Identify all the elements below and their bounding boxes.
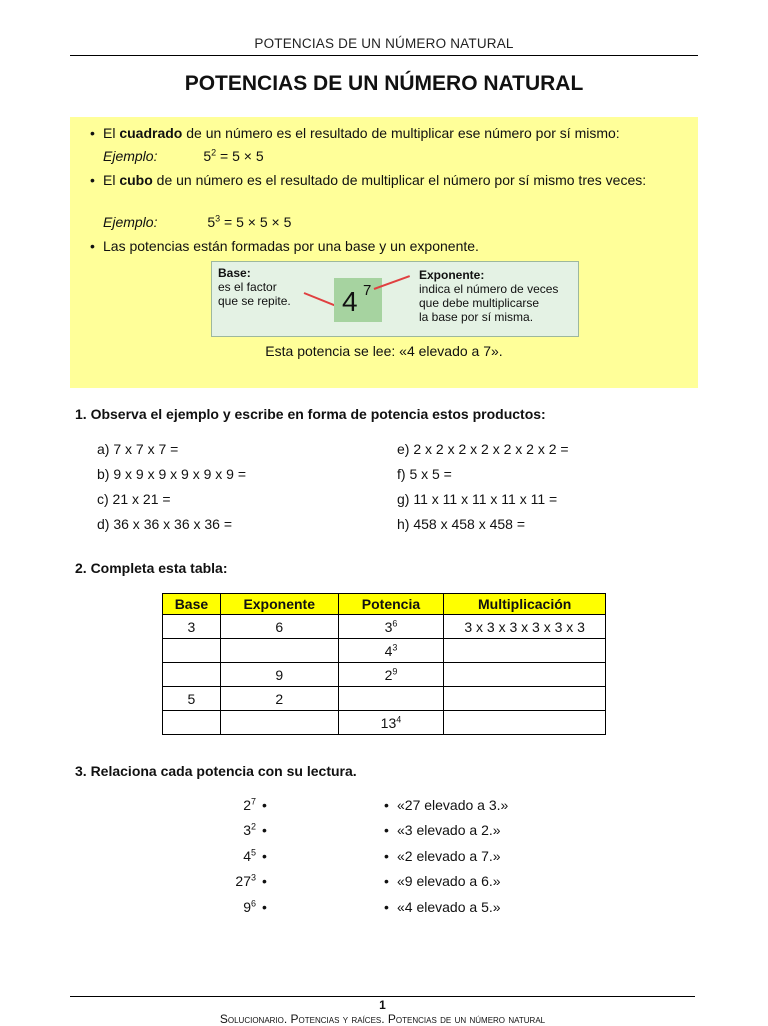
q1-title: 1. Observa el ejemplo y escribe en forma de potencia estos productos: xyxy=(75,406,546,422)
power-example: 4 7 xyxy=(334,278,382,322)
q1-item-b: b) 9 x 9 x 9 x 9 x 9 x 9 = xyxy=(97,466,247,482)
q1-item-e: e) 2 x 2 x 2 x 2 x 2 x 2 x 2 = xyxy=(397,441,569,457)
cell-exponente[interactable] xyxy=(220,711,338,735)
q3-title: 3. Relaciona cada potencia con su lectura. xyxy=(75,763,357,779)
match-dot-left[interactable]: • xyxy=(262,873,267,889)
powers-table xyxy=(162,593,606,735)
cell-potencia[interactable]: $4^3$ xyxy=(338,639,444,663)
match-power: $27^3$ xyxy=(235,872,256,889)
page-number: 1 xyxy=(379,998,386,1012)
cell-multiplicacion[interactable] xyxy=(444,687,606,711)
match-power: $3^2$ xyxy=(243,821,256,838)
match-dot-left[interactable]: • xyxy=(262,848,267,864)
term-cuadrado: cuadrado xyxy=(119,125,183,141)
cell-exponente[interactable] xyxy=(220,639,338,663)
table-row xyxy=(163,639,606,663)
square-example: Ejemplo: $5^2 = 5 \times 5$ xyxy=(103,147,264,164)
cube-definition: • El cubo de un número es el resultado de multiplicar el número por sí mismo tres veces: xyxy=(90,172,647,188)
cell-exponente[interactable]: 9 xyxy=(220,663,338,687)
diagram-caption: Esta potencia se lee: «4 elevado a 7». xyxy=(265,343,503,359)
footer-rule xyxy=(70,996,695,997)
table-row xyxy=(163,663,606,687)
match-dot-right[interactable]: • xyxy=(384,848,389,864)
match-dot-right[interactable]: • xyxy=(384,873,389,889)
header-exponente: Exponente xyxy=(220,594,338,615)
powers-definition: • Las potencias están formadas por una base y un exponente. xyxy=(90,238,479,254)
cell-exponente[interactable]: 2 xyxy=(220,687,338,711)
cell-multiplicacion[interactable] xyxy=(444,711,606,735)
header-rule xyxy=(70,55,698,56)
exponent-explanation: Exponente: indica el número de veces que debe multiplicarse la base por sí misma. xyxy=(419,268,559,324)
match-power: $2^7$ xyxy=(243,796,256,813)
cell-base[interactable]: 5 xyxy=(163,687,221,711)
cell-exponente[interactable]: 6 xyxy=(220,615,338,639)
bullet-icon: • xyxy=(90,172,95,188)
match-dot-right[interactable]: • xyxy=(384,822,389,838)
theory-box xyxy=(70,117,698,388)
base-explanation: Base: es el factor que se repite. xyxy=(218,266,291,308)
q1-item-h: h) 458 x 458 x 458 = xyxy=(397,516,526,532)
q1-item-d: d) 36 x 36 x 36 x 36 = xyxy=(97,516,233,532)
cell-potencia[interactable]: $3^6$ xyxy=(338,615,444,639)
cell-potencia[interactable] xyxy=(338,687,444,711)
cell-multiplicacion[interactable] xyxy=(444,639,606,663)
table-row xyxy=(163,615,606,639)
table-row xyxy=(163,687,606,711)
match-dot-right[interactable]: • xyxy=(384,797,389,813)
cell-multiplicacion[interactable] xyxy=(444,663,606,687)
footer-text: Solucionario. Potencias y raíces. Potencias de un número natural xyxy=(219,1012,546,1026)
q1-item-a: a) 7 x 7 x 7 = xyxy=(97,441,179,457)
q1-item-c: c) 21 x 21 = xyxy=(97,491,171,507)
match-dot-right[interactable]: • xyxy=(384,899,389,915)
cell-potencia[interactable]: $13^4$ xyxy=(338,711,444,735)
cell-base[interactable] xyxy=(163,711,221,735)
running-header: POTENCIAS DE UN NÚMERO NATURAL xyxy=(254,36,514,51)
cell-base[interactable] xyxy=(163,663,221,687)
term-cubo: cubo xyxy=(119,172,153,188)
cell-base[interactable]: 3 xyxy=(163,615,221,639)
table-header-row xyxy=(163,594,606,615)
bullet-icon: • xyxy=(90,238,95,254)
q1-item-f: f) 5 x 5 = xyxy=(397,466,452,482)
match-reading: «27 elevado a 3.» xyxy=(397,797,509,813)
match-reading: «3 elevado a 2.» xyxy=(397,822,501,838)
match-reading: «4 elevado a 5.» xyxy=(397,899,501,915)
match-power: $9^6$ xyxy=(243,898,256,915)
cell-potencia[interactable]: $2^9$ xyxy=(338,663,444,687)
bullet-icon: • xyxy=(90,125,95,141)
q1-item-g: g) 11 x 11 x 11 x 11 x 11 = xyxy=(397,491,558,507)
power-diagram xyxy=(211,261,579,337)
page-title: POTENCIAS DE UN NÚMERO NATURAL xyxy=(184,72,584,95)
match-reading: «9 elevado a 6.» xyxy=(397,873,501,889)
cell-base[interactable] xyxy=(163,639,221,663)
square-definition: • El cuadrado de un número es el resultado de multiplicar ese número por sí mismo: xyxy=(90,125,620,141)
match-power: $4^5$ xyxy=(243,847,256,864)
header-base: Base xyxy=(163,594,221,615)
cell-multiplicacion[interactable]: 3 x 3 x 3 x 3 x 3 x 3 xyxy=(444,615,606,639)
match-dot-left[interactable]: • xyxy=(262,822,267,838)
match-reading: «2 elevado a 7.» xyxy=(397,848,501,864)
cube-example: Ejemplo: $5^3 = 5 \times 5 \times 5$ xyxy=(103,213,292,230)
match-dot-left[interactable]: • xyxy=(262,797,267,813)
header-multiplicacion: Multiplicación xyxy=(444,594,606,615)
table-row xyxy=(163,711,606,735)
q2-title: 2. Completa esta tabla: xyxy=(75,560,228,576)
match-dot-left[interactable]: • xyxy=(262,899,267,915)
header-potencia: Potencia xyxy=(338,594,444,615)
